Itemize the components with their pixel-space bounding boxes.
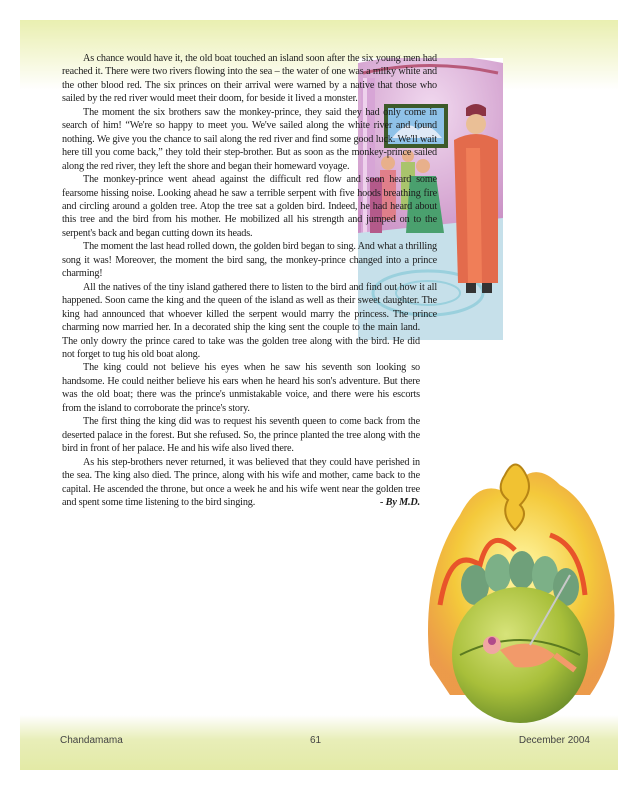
story-paragraph: The monkey-prince went ahead against the difficult red flow and soon heard some fearsome hissing noise. Looking ahead he saw a terrible serpent with five hoods breathing fire and circling around a golden tree. Atop the tree sat a golden bird. Indeed, he had heard about this tree and the bird from his mother. He mobilized all his strength and jumped on to the serpent's back and began cutting down its heads. (62, 174, 437, 239)
final-paragraph-text: As his step-brothers never returned, it was believed that they could have perished in the sea. The king also died. The prince, along with his wife and mother, came back to the capital. He ascended the throne, but once a week he and his wife went near the golden tree and spent some time listening to the bird singing. (62, 456, 420, 508)
story-text (62, 52, 582, 712)
magazine-name: Chandamama (60, 735, 123, 746)
story-paragraph: The first thing the king did was to request his seventh queen to come back from the deserted palace in the forest. But she refused. So, the prince planted the tree along with the bird in front of her palace. He and his wife also lived there. (62, 416, 420, 455)
issue-date: December 2004 (518, 735, 590, 746)
page-number: 61 (310, 735, 322, 746)
text-wrap-spacer (420, 462, 582, 712)
story-paragraph: All the natives of the tiny island gathered there to listen to the bird and find out how it all happened. Soon came the king and the queen of the island as well as their sweet daughter. The king had announced that whoever killed the serpent would marry the princess. The prince charming now married her. In a decorated ship the king sent the couple to the main land. The only dowry the prince cared to take was the golden tree along with the bird. He did not forget to tug his old boat along. (62, 281, 437, 360)
story-paragraph: The moment the six brothers saw the monkey-prince, they said they had only come in search of him! “We're so happy to meet you. We've sailed along the white river and found nothing. We give you the chance to sail along the red river and find some good luck. We'll wait here till you come back,” they told their step-brother. But as soon as the monkey-prince sailed along the red river, they left the shore and began their homeward voyage. (62, 106, 437, 172)
text-wrap-spacer (437, 52, 582, 322)
story-paragraph: The moment the last head rolled down, the golden bird began to sing. And what a thrilling song it was! Moreover, the moment the bird sang, the monkey-prince changed into a prince charming! (62, 241, 437, 280)
story-paragraph: As chance would have it, the old boat touched an island soon after the six young men had reached it. There were two rivers flowing into the sea – the water of one was a milky white and the other blood red. The six princes on their arrival were warned by a native that those who sailed by the red river would meet their doom, for beside it lived a monster. (62, 53, 437, 105)
author-byline: - By M.D. (380, 496, 420, 508)
story-paragraph: The king could not believe his eyes when he saw his seventh son looking so handsome. He could neither believe his ears when he heard his son's adventure. But there was the old boat; there was the prince's unmistakable voice, and there were his escorts from the island to corroborate the prince's story. (62, 362, 420, 414)
